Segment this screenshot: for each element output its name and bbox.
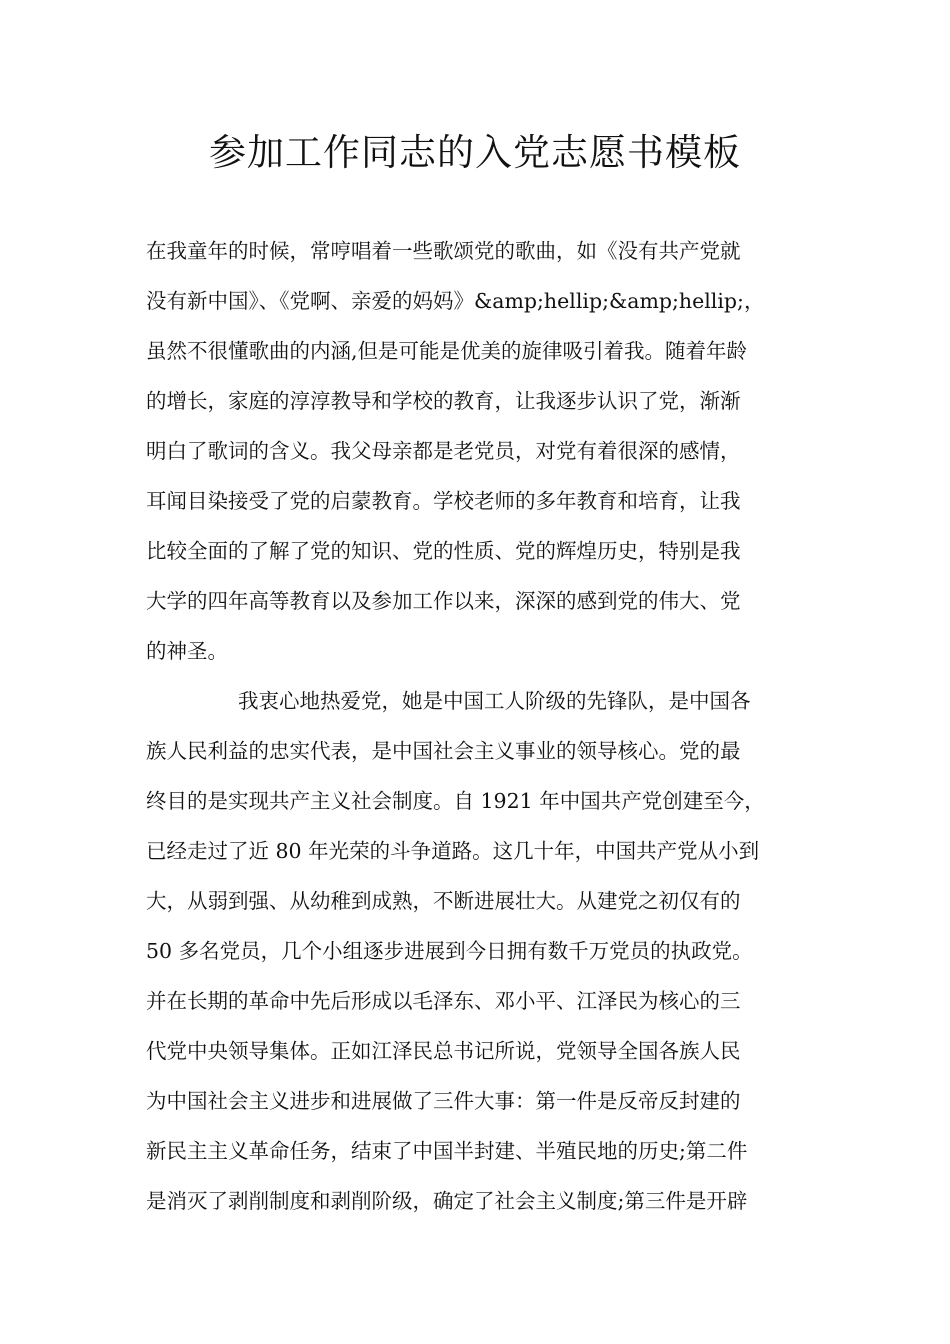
body-line: 的神圣。 <box>146 639 228 663</box>
body-line: 在我童年的时候，常哼唱着一些歌颂党的歌曲，如《没有共产党就 <box>146 239 741 263</box>
document-title: 参加工作同志的入党志愿书模板 <box>209 131 741 174</box>
body-line: 明白了歌词的含义。我父母亲都是老党员，对党有着很深的感情， <box>146 439 741 463</box>
paragraph-start-line: 我衷心地热爱党，她是中国工人阶级的先锋队，是中国各 <box>238 689 751 713</box>
body-line: 的增长，家庭的淳淳教导和学校的教育，让我逐步认识了党，渐渐 <box>146 389 741 413</box>
body-line: 并在长期的革命中先后形成以毛泽东、邓小平、江泽民为核心的三 <box>146 989 741 1013</box>
body-line: 大学的四年高等教育以及参加工作以来，深深的感到党的伟大、党 <box>146 589 741 613</box>
body-line: 虽然不很懂歌曲的内涵,但是可能是优美的旋律吸引着我。随着年龄 <box>146 339 748 363</box>
body-line: 是消灭了剥削制度和剥削阶级，确定了社会主义制度;第三件是开辟 <box>146 1189 748 1213</box>
body-line: 耳闻目染接受了党的启蒙教育。学校老师的多年教育和培育，让我 <box>146 489 741 513</box>
body-line: 新民主主义革命任务，结束了中国半封建、半殖民地的历史;第二件 <box>146 1139 748 1163</box>
body-line: 已经走过了近 80 年光荣的斗争道路。这几十年，中国共产党从小到 <box>146 839 760 863</box>
body-line: 终目的是实现共产主义社会制度。自 1921 年中国共产党创建至今， <box>146 789 765 813</box>
body-line: 比较全面的了解了党的知识、党的性质、党的辉煌历史，特别是我 <box>146 539 741 563</box>
body-line: 族人民利益的忠实代表，是中国社会主义事业的领导核心。党的最 <box>146 739 741 763</box>
body-line: 代党中央领导集体。正如江泽民总书记所说，党领导全国各族人民 <box>146 1039 741 1063</box>
body-line: 没有新中国》、《党啊、亲爱的妈妈》&amp;hellip;&amp;hellip;， <box>146 289 765 313</box>
document-body <box>146 226 806 1226</box>
body-line: 为中国社会主义进步和进展做了三件大事：第一件是反帝反封建的 <box>146 1089 741 1113</box>
body-line: 大，从弱到强、从幼稚到成熟，不断进展壮大。从建党之初仅有的 <box>146 889 741 913</box>
body-line: 50 多名党员，几个小组逐步进展到今日拥有数千万党员的执政党。 <box>146 939 753 963</box>
